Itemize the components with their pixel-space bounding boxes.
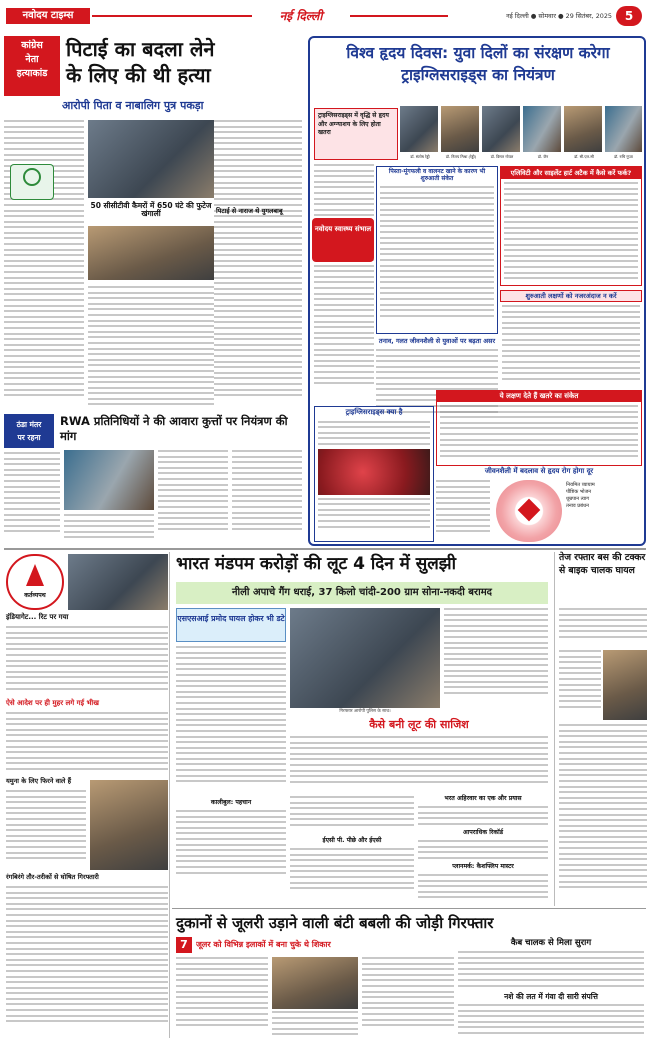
kartavyapath-logo <box>6 554 64 610</box>
heart-body-col-1 <box>314 164 374 402</box>
red-rule-right <box>350 15 448 17</box>
mandapam-sub-5: प्लानमर्क: कैशफ्लिप मास्टर <box>452 863 514 870</box>
doctor-caption-1: डॉ. संतोष रेड्डी <box>410 154 430 159</box>
jewellery-col-1 <box>176 957 268 1039</box>
kp-photo-2 <box>90 780 168 870</box>
heart-day-section <box>308 36 646 546</box>
note-text: ट्राइग्लिसराइड्स में वृद्धि से हृदय और अग्न्याशय के लिए होता खतरा <box>318 112 389 137</box>
box-2-title: एलिविटी और साइलेंट हार्ट अटैक में कैसे करें फर्क? <box>501 167 641 179</box>
jewellery-photo-1 <box>272 957 358 1009</box>
masthead-strip <box>0 0 650 30</box>
india-gate-icon <box>26 564 44 586</box>
mandapam-sidebar <box>176 608 286 642</box>
circle-item-1: नियमित व्यायाम <box>566 482 595 488</box>
chalak-headline: तेज रफ्तार बस की टक्कर से बाइक चालक घायल <box>559 552 646 576</box>
kp-head-2: ऐसे आदेश पर ही मुहर लगे गई भीख <box>6 699 99 707</box>
chalak-photo <box>603 650 647 720</box>
story-mandapam <box>172 552 550 906</box>
sidebar-headline: एसएसआई प्रमोद घायल होकर भी डटे <box>177 614 285 623</box>
date-line: नई दिल्ली ● सोमवार ● 29 सितंबर, 2025 <box>506 12 612 20</box>
chalak-body-1 <box>559 608 647 648</box>
story-kartavyapath <box>4 552 170 1038</box>
story-congress <box>4 36 302 412</box>
story-truck <box>4 1040 5 1041</box>
mandapam-col-2c <box>290 848 414 898</box>
kp-head-4: रंगबिरंगे तौर-तरीकों से घोषित गिरफ्तारी <box>6 873 99 881</box>
body-column-2 <box>214 120 302 410</box>
story-rwa <box>4 414 304 546</box>
mandapam-headline: भारत मंडपम करोड़ों की लूट 4 दिन में सुलझी <box>176 554 457 574</box>
kp-body-1 <box>6 626 168 698</box>
mandapam-photo <box>290 608 440 708</box>
lifestyle-circle <box>496 480 562 542</box>
mandapam-sub-3: भरत अहिरवार का एक और प्रयास <box>444 795 522 802</box>
heart-headline <box>316 42 640 102</box>
jewellery-side-box <box>458 937 644 1039</box>
rwa-kicker <box>4 414 54 448</box>
police-photo <box>88 226 214 280</box>
doctor-photo-4 <box>523 106 561 152</box>
paper-name: नवोदय टाइम्स <box>6 8 90 24</box>
mandapam-section-body <box>290 736 548 792</box>
pink-note-box <box>314 108 398 160</box>
headline-line-1: पिटाई का बदला लेने <box>66 37 215 61</box>
subheadline: आरोपी पिता व नाबालिग पुत्र पकड़ा <box>62 99 204 112</box>
side-title-1: कैब चालक से मिला सुराग <box>510 938 592 948</box>
heart-center-icon <box>518 499 541 522</box>
mandapam-section-head: कैसे बनी लूट की साजिश <box>369 718 469 731</box>
doctor-photo-5 <box>564 106 602 152</box>
kp-body-3 <box>6 790 86 870</box>
rwa-body-4 <box>232 450 302 544</box>
side-title-2: नशे की लत में गंवा दी सारी संपत्ति <box>504 992 598 1001</box>
mandapam-sub-2: ईएसी पी. पीछे और ईएसी <box>322 837 382 844</box>
box-5-title: ट्राइग्लिसराइड्स क्या है <box>345 408 403 416</box>
side-subhead: पिटाई से नाराज थे युगलबाबू <box>216 207 283 215</box>
page-number: 5 <box>624 9 634 23</box>
heart-box-4 <box>500 290 642 390</box>
chalak-body-3 <box>559 724 647 904</box>
mandapam-col-3c <box>418 840 548 862</box>
health-logo-text: नवोदय स्वास्थ्य संभाल <box>314 225 372 233</box>
kicker-box <box>4 36 60 96</box>
story-chalak <box>554 552 646 906</box>
jewellery-kicker-bar <box>176 937 454 953</box>
heart-box-6 <box>436 390 642 466</box>
health-logo <box>312 218 374 262</box>
box-4-title: शुरुआती लक्षणों को नजरअंदाज न करें <box>500 290 642 302</box>
rwa-headline: RWA प्रतिनिधियों ने की आवारा कुत्तों पर नियंत्रण की मांग <box>60 414 288 443</box>
mandapam-photo-caption: गिरफ्तार आरोपी पुलिस के साथ। <box>339 709 391 714</box>
heart-headline-text: विश्व हृदय दिवस: युवा दिलों का संरक्षण करेगा ट्राइग्लिसराइड्स का नियंत्रण <box>346 44 610 84</box>
rwa-kicker-2: पर रहना <box>17 433 41 442</box>
rwa-body-3 <box>158 450 228 544</box>
heart-box-7 <box>436 468 642 544</box>
kicker-number: 7 <box>176 937 192 953</box>
jewellery-col-2 <box>272 1011 358 1039</box>
doctor-photo-3 <box>482 106 520 152</box>
mandapam-subheadline: नीली अपाचे गैंग धराई, 37 किलो चांदी-200 ग्राम सोना-नकदी बरामद <box>176 582 548 604</box>
story-jewellery <box>172 908 646 1040</box>
mandapam-sub-4: आपराधिक रिकॉर्ड <box>462 829 504 836</box>
kicker-line-1: कांग्रेस <box>21 40 43 51</box>
kp-body-4 <box>6 886 168 1036</box>
kp-body-2 <box>6 712 168 776</box>
doctor-photos-row <box>400 106 642 164</box>
kp-head-3: यमुना के लिए फिरने वाले हैं <box>6 777 72 785</box>
doctor-photo-6 <box>605 106 642 152</box>
doctor-caption-6: डॉ. रुचि गुप्ता <box>614 154 633 159</box>
kicker-line-3: हत्याकांड <box>16 68 48 79</box>
red-rule-left <box>92 15 252 17</box>
kartavyapath-photo <box>68 554 168 610</box>
mandapam-sub-1: कालीबुल: पहचान <box>210 799 252 806</box>
section-divider <box>4 548 646 550</box>
doctor-caption-3: डॉ. विमल गोयल <box>490 154 514 159</box>
badge-icon <box>23 168 41 186</box>
kp-head-1: इंडियागेट... रिट पर गया <box>6 613 69 621</box>
jewellery-headline: दुकानों से जूलरी उड़ाने वाली बंटी बबली की जोड़ी गिरफ्तार <box>176 914 494 932</box>
circle-item-4: तनाव प्रबंधन <box>566 503 589 509</box>
heart-box-5 <box>314 406 434 542</box>
rwa-photo <box>64 450 154 510</box>
doctor-photo-1 <box>400 106 438 152</box>
mandapam-col-1 <box>176 646 286 796</box>
page-number-badge <box>616 6 642 26</box>
accused-photo <box>88 120 214 198</box>
headline-line-2: के लिए की थी हत्या <box>66 63 211 87</box>
circle-item-3: धूम्रपान त्याग <box>566 496 590 502</box>
heart-model-image <box>318 449 430 495</box>
mandapam-col-1b <box>176 810 286 884</box>
box-7-title: जीवनशैली में बदलाव से हृदय रोग होगा दूर <box>484 467 594 475</box>
mandapam-col-3b <box>418 806 548 828</box>
body-column-3 <box>88 286 214 410</box>
heart-box-2 <box>500 166 642 286</box>
rwa-body-1 <box>4 452 60 544</box>
mandapam-col-2b <box>290 796 414 836</box>
doctor-caption-2: डॉ. निलय मिश्रा (रेड्डी) <box>445 154 477 159</box>
doctor-photo-2 <box>441 106 479 152</box>
rwa-kicker-1: ठंडा मंतर <box>16 420 42 429</box>
jewellery-col-3 <box>362 957 454 1039</box>
crime-logo-badge <box>10 164 54 200</box>
mandapam-col-3d <box>418 874 548 902</box>
box-3-title: तनाव, गलत जीवनशैली से युवाओं पर बढ़ता असर <box>378 337 496 345</box>
box-6-title: ये लक्षण देते हैं खतरे का संकेत <box>437 391 641 402</box>
rwa-body-2 <box>64 514 154 544</box>
mandapam-col-3 <box>444 608 548 708</box>
box-1-title: पिस्ता-मूंगफली व वालनट खाने के कारण भी शुरुआती संकेत <box>388 168 486 182</box>
doctor-caption-4: डॉ. जैन <box>537 154 549 159</box>
heart-box-1 <box>376 166 498 334</box>
kartavyapath-logo-text: कर्तव्यपथ <box>24 592 46 599</box>
circle-item-2: पौष्टिक भोजन <box>566 489 592 495</box>
doctor-caption-5: डॉ. सी.एल.सी <box>574 154 594 159</box>
cctv-callout: 50 सीसीटीवी कैमरों में 650 घंटे की फुटेज खंगालीं <box>90 201 212 219</box>
kicker-text: जूलर को विभिन्न इलाकों में बना चुके थे शिकार <box>196 940 331 949</box>
chalak-body-2 <box>559 650 601 720</box>
edition-city: नई दिल्ली <box>279 9 323 23</box>
kicker-line-2: नेता <box>25 54 39 65</box>
